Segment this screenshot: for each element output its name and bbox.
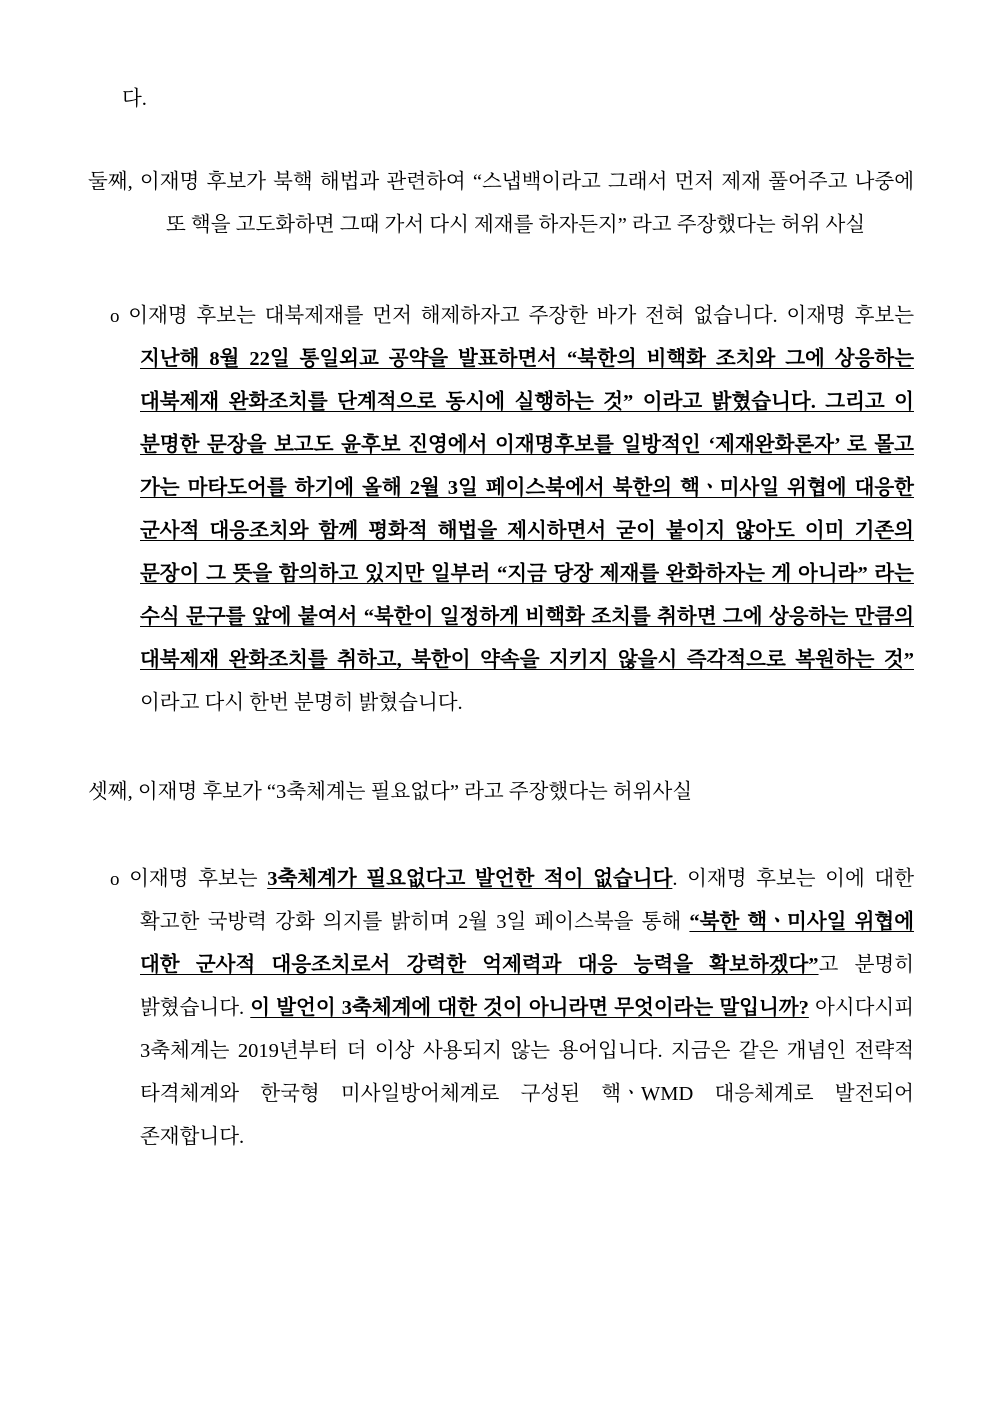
third-part-6: 아시다시피 3축체계는 2019년부터 더 이상 사용되지 않는 용어입니다. 지금은 같은 개념인 전략적 타격체계와 한국형 미사일방어체계로 구성된 핵ㆍWMD 대응체계로 발전되어 존재합니다. [140,997,914,1148]
section-heading-second [88,161,914,247]
section-heading-third-text: 이재명 후보가 “3축체계는 필요없다” 라고 주장했다는 허위사실 [137,781,693,803]
section-heading-second-text: 이재명 후보가 북핵 해법과 관련하여 “스냅백이라고 그래서 먼저 제재 풀어주고 나중에 또 핵을 고도화하면 그때 가서 다시 제재를 하자든지” 라고 주장했다는 허위 사실 [139,171,914,236]
orphan-line: 다. [122,88,147,110]
third-part-1: 3축체계가 필요없다고 발언한 적이 없습니다 [267,868,673,890]
second-part-2: 이라고 다시 한번 분명히 밝혔습니다. [140,692,463,714]
second-part-0: 이재명 후보는 대북제재를 먼저 해제하자고 주장한 바가 전혀 없습니다. 이재명 후보는 [128,305,915,327]
section-body-third [96,858,914,1159]
bullet-marker-third: o [110,869,120,890]
section-heading-second-lead: 둘째, [88,171,133,193]
second-part-1: 지난해 8월 22일 통일외교 공약을 발표하면서 “북한의 비핵화 조치와 그에 상응하는 대북제재 완화조치를 단계적으로 동시에 실행하는 것” 이라고 밝혔습니다. 그리고 이 분명한 문장을 보고도 윤후보 진영에서 이재명후보를 일방적인 ‘제재완화론자’ 로 몰고 가는 마타도어를 하기에 올해 2월 3일 페이스북에서 북한의 핵ㆍ미사일 위협에 대응한 군사적 대응조치와 함께 평화적 해법을 제시하면서 굳이 붙이지 않아도 이미 기존의 문장이 그 뜻을 함의하고 있지만 일부러 “지금 당장 제재를 완화하자는 게 아니라” 라는 수식 문구를 앞에 붙여서 “북한이 일정하게 비핵화 조치를 취하면 그에 상응하는 만큼의 대북제재 완화조치를 취하고, 북한이 약속을 지키지 않을시 즉각적으로 복원하는 것” [140,348,914,671]
section-heading-third [88,771,914,814]
third-part-0: 이재명 후보는 [129,868,268,890]
third-part-2: . 이재명 후보는 이에 대한 확고한 국방력 강화 의지를 밝히며 2월 3일 페이스북을 통해 [140,868,915,933]
section-body-second [96,295,914,725]
third-part-4: 고 분명히 밝혔습니다. [140,954,914,1019]
third-part-5: 이 발언이 3축체계에 대한 것이 아니라면 무엇이라는 말입니까? [250,997,809,1019]
third-part-3: “북한 핵ㆍ미사일 위협에 대한 군사적 대응조치로서 강력한 억제력과 대응 능력을 확보하겠다” [140,911,915,976]
section-heading-third-lead: 셋째, [88,781,133,803]
bullet-marker-second: o [110,306,120,327]
